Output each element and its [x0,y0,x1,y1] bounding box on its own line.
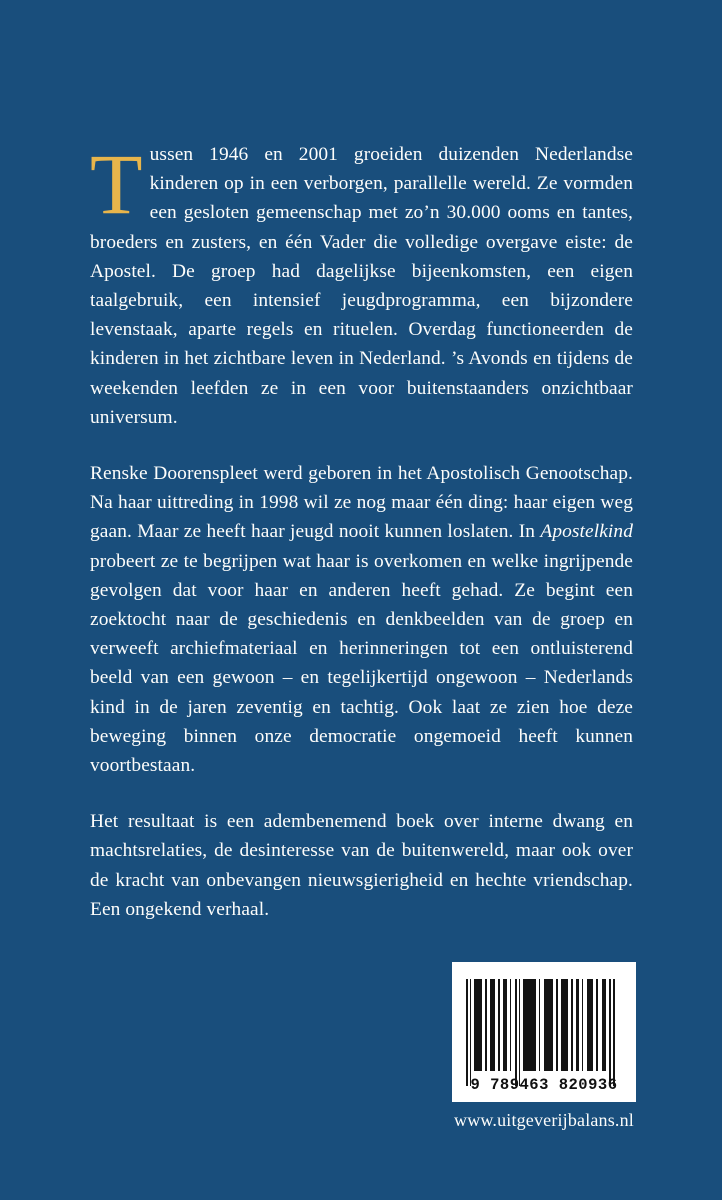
blurb-text-block [90,136,633,924]
blurb-paragraph-3: Het resultaat is een adembenemend boek over interne dwang en machtsrelaties, de desinteresse van de buitenwereld, maar ook over de kracht van onbevangen nieuwsgierigheid en hechte vriendschap. Een ongekend verhaal. [90,811,633,920]
isbn-barcode [452,962,636,1102]
publisher-website[interactable]: www.uitgeverijbalans.nl [454,1110,634,1130]
book-title-mention: Apostelkind [540,521,633,543]
blurb-paragraph-2-text-after-title: probeert ze te begrijpen wat haar is overkomen en welke ingrijpende gevolgen dat voor haar en anderen heeft gehad. Ze begint een zoektocht naar de geschiedenis en denkbeelden van de groep en verweeft archiefmateriaal en herinneringen tot een ontluisterend beeld van een gewoon – en tegelijkertijd ongewoon – Nederlands kind in de jaren zeventig en tachtig. Ook laat ze zien hoe deze beweging binnen onze democratie ongemoeid heeft kunnen voortbestaan. [90,550,633,777]
blurb-paragraph-1 [90,136,633,432]
isbn-number: 9 789463 820936 [470,1076,618,1094]
blurb-paragraph-2 [90,459,633,780]
barcode-inner [452,962,636,1102]
drop-cap-letter: T [90,136,143,232]
blurb-paragraph-2-text-before-title: Renske Doorenspleet werd geboren in het Apostolisch Genootschap. Na haar uittreding in 1998 wil ze nog maar één ding: haar eigen weg gaan. Maar ze heeft haar jeugd nooit kunnen loslaten. In [90,463,633,543]
blurb-paragraph-1-text: ussen 1946 en 2001 groeiden duizenden Nederlandse kinderen op in een verborgen, parallelle wereld. Ze vormden een gesloten gemeenschap met zo’n 30.000 ooms en tantes, broeders en zusters, en één Vader die volledige overgave eiste: de Apostel. De groep had dagelijkse bijeenkomsten, een eigen taalgebruik, een intensief jeugdprogramma, een bijzondere levenstaak, aparte regels en rituelen. Overdag functioneerden de kinderen in het zichtbare leven in Nederland. ’s Avonds en tijdens de weekenden leefden ze in een voor buitenstaanders onzichtbaar universum. [90,144,633,428]
barcode-bars-icon [466,979,622,1086]
